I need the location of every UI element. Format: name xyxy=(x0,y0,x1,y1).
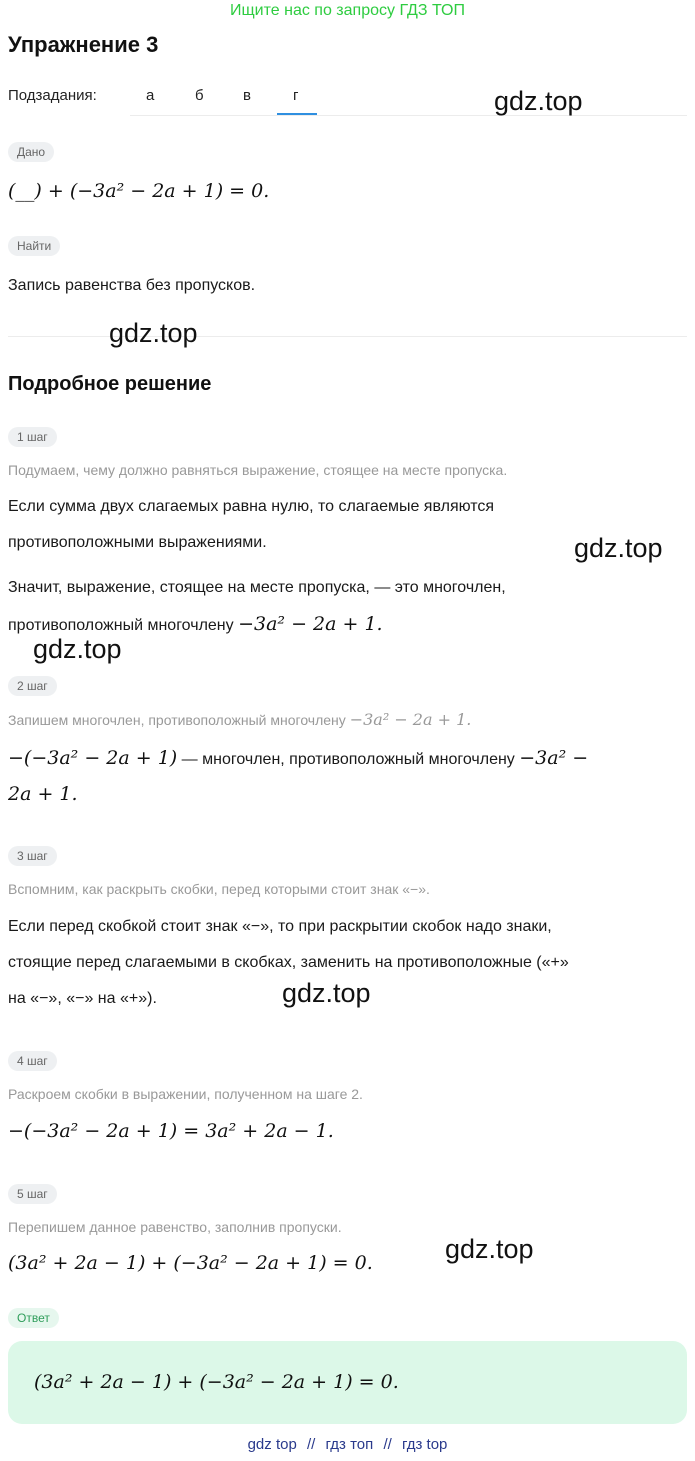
footer-link-3[interactable]: гдз top xyxy=(401,1436,448,1453)
page-title: Упражнение 3 xyxy=(8,32,159,57)
tabs-divider xyxy=(130,115,687,116)
step-2-line-1-text: — многочлен, противоположный многочлену xyxy=(181,751,515,768)
answer-math: (3a² + 2a − 1) + (−3a² − 2a + 1) = 0. xyxy=(34,1371,399,1393)
step-2-line-1-math: −(−3a² − 2a + 1) xyxy=(8,747,178,769)
find-text: Запись равенства без пропусков. xyxy=(8,277,256,294)
step-2-chip-wrap xyxy=(8,676,57,696)
watermark: gdz.top xyxy=(33,634,122,664)
tab-v[interactable]: в xyxy=(243,87,251,104)
step-1-line-4-math: −3a² − 2a + 1. xyxy=(238,613,383,635)
step-3-chip-wrap xyxy=(8,846,57,866)
find-chip: Найти xyxy=(8,236,60,256)
step-1-hint: Подумаем, чему должно равняться выражение, стоящее на месте пропуска. xyxy=(8,462,508,478)
step-5-chip-wrap xyxy=(8,1184,57,1204)
subtasks-label: Подзадания: xyxy=(8,87,97,104)
step-1-line-3: Значит, выражение, стоящее на месте пропуска, — это многочлен, xyxy=(8,579,506,596)
step-5-hint: Перепишем данное равенство, заполнив пропуски. xyxy=(8,1219,342,1235)
footer-separator: // xyxy=(383,1436,392,1453)
step-3-chip: 3 шаг xyxy=(8,846,57,866)
step-5-math: (3a² + 2a − 1) + (−3a² − 2a + 1) = 0. xyxy=(8,1252,373,1274)
footer-link-2[interactable]: гдз топ xyxy=(325,1436,374,1453)
step-4-chip: 4 шаг xyxy=(8,1051,57,1071)
solution-title: Подробное решение xyxy=(8,373,212,395)
answer-chip: Ответ xyxy=(8,1308,59,1328)
step-3-hint: Вспомним, как раскрыть скобки, перед которыми стоит знак «−». xyxy=(8,881,430,897)
answer-chip-wrap xyxy=(8,1308,59,1328)
tab-g[interactable]: г xyxy=(293,87,299,104)
step-1-line-4-text: противоположный многочлену xyxy=(8,617,234,634)
step-1-line-1: Если сумма двух слагаемых равна нулю, то слагаемые являются xyxy=(8,498,495,515)
footer-separator: // xyxy=(306,1436,316,1453)
tab-active-indicator xyxy=(277,113,317,115)
step-2-line-2-math: 2a + 1. xyxy=(8,783,78,805)
given-chip-wrap xyxy=(8,142,54,162)
step-1-chip-wrap xyxy=(8,427,57,447)
step-2-line-1 xyxy=(8,740,588,778)
footer xyxy=(0,1436,695,1453)
step-1-chip: 1 шаг xyxy=(8,427,57,447)
step-4-chip-wrap xyxy=(8,1051,57,1071)
watermark: gdz.top xyxy=(109,318,198,348)
step-4-math: −(−3a² − 2a + 1) = 3a² + 2a − 1. xyxy=(8,1120,334,1142)
tab-b[interactable]: б xyxy=(195,87,204,104)
step-2-hint-math: −3a² − 2a + 1. xyxy=(349,710,472,729)
watermark: gdz.top xyxy=(494,86,583,116)
step-1-line-2: противоположными выражениями. xyxy=(8,534,267,551)
given-chip: Дано xyxy=(8,142,54,162)
watermark: gdz.top xyxy=(282,978,371,1008)
step-3-line-3: на «−», «−» на «+»). xyxy=(8,990,157,1007)
top-banner: Ищите нас по запросу ГДЗ ТОП xyxy=(230,2,465,19)
footer-link-1[interactable]: gdz top xyxy=(247,1436,297,1453)
step-3-line-1: Если перед скобкой стоит знак «−», то при раскрытии скобок надо знаки, xyxy=(8,918,552,935)
step-3-line-2: стоящие перед слагаемыми в скобках, заменить на противоположные («+» xyxy=(8,954,569,971)
step-5-chip: 5 шаг xyxy=(8,1184,57,1204)
step-2-chip: 2 шаг xyxy=(8,676,57,696)
step-2-hint xyxy=(8,710,471,729)
step-2-hint-text: Запишем многочлен, противоположный многочлену xyxy=(8,712,346,728)
step-2-line-2 xyxy=(8,776,78,814)
find-chip-wrap xyxy=(8,236,60,256)
answer-box xyxy=(8,1341,687,1424)
tab-a[interactable]: а xyxy=(146,87,155,104)
watermark: gdz.top xyxy=(574,533,663,563)
watermark: gdz.top xyxy=(445,1234,534,1264)
step-4-hint: Раскроем скобки в выражении, полученном на шаге 2. xyxy=(8,1086,363,1102)
step-2-line-1-math2: −3a² − xyxy=(519,747,589,769)
given-expression: (__) + (−3a² − 2a + 1) = 0. xyxy=(8,180,270,202)
